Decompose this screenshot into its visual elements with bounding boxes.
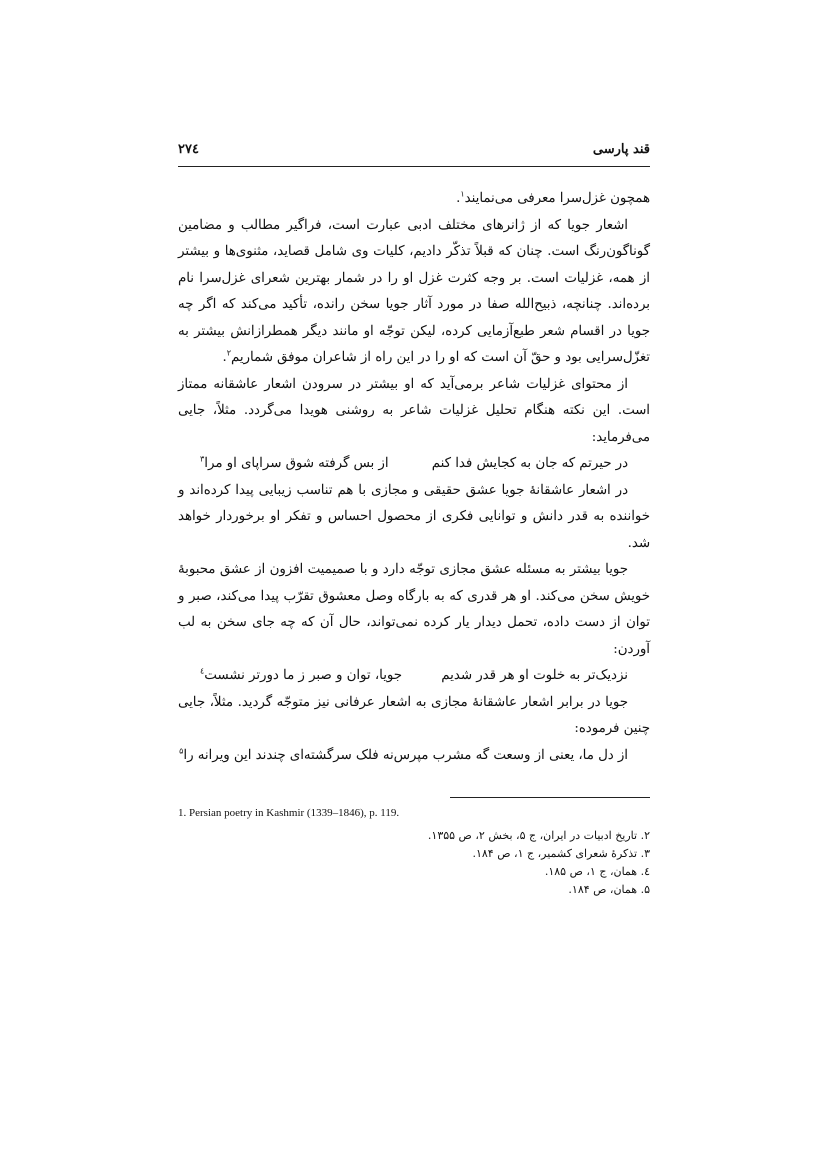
footnote-3: ۳. تذکرهٔ شعرای کشمیر، ج ۱، ص ۱۸۴. — [472, 847, 650, 860]
footnotes — [178, 827, 650, 899]
verse-3-hemistich-1: از دل ما، یعنی از وسعت گه مشرب مپرس — [393, 747, 628, 763]
paragraph-1: همچون غزل‌سرا معرفی می‌نمایند$^۱$. — [456, 189, 650, 206]
running-title: قند پارسی — [592, 142, 650, 157]
footnote-1: 1. Persian poetry in Kashmir (1339–1846), p. 119. — [178, 807, 400, 819]
verse-3 — [178, 743, 650, 770]
paragraph-5: جویا بیشتر به مسئله عشق مجازی توجّه دارد و با صمیمیت افزون از عشق محبوبهٔ خویش سخن می‌کند. او هر قدری که به بارگاه وصل معشوق تقرّب پیدا می‌کند، صبر و توان از دست داده، تحمل دیدار یار کرده نمی‌تواند، حال آن که چه جای سخن به لب آوردن: — [178, 562, 650, 657]
verse-3-hemistich-2: نه فلک سرگشته‌ای چندند این ویرانه را$^۵$ — [179, 746, 394, 763]
paragraph-2: اشعار جویا که از ژانرهای مختلف ادبی عبارت است، فراگیر مطالب و مضامین گوناگون‌رنگ است. چنان که قبلاً تذکّر دادیم، کلیات وی شامل قصاید، مثنوی‌ها و بیشتر از همه، غزلیات است. بر وجه کثرت غزل او را در شمار بهترین شعرای غزل‌سرا نام برده‌اند. چنانچه، ذبیح‌الله صفا در مورد آثار جویا سخن رانده، تأکید می‌کند که اگر چه جویا در اقسام شعر طبع‌آزمایی کرده، لیکن توجّه او مانند دیگر همطرازانش بیشتر به تغزّل‌سرایی بود و حقّ آن است که او را در این راه از شاعران موفق شماریم$^۲$. — [178, 217, 650, 365]
verse-2 — [178, 663, 650, 690]
footnote-ref-2[interactable]: ۲ — [226, 348, 231, 358]
footnote-5: ۵. همان، ص ۱۸۴. — [568, 883, 650, 896]
verse-1 — [178, 451, 650, 478]
verse-1-hemistich-1: در حیرتم که جان به کجایش فدا کنم — [431, 456, 628, 471]
footnote-4: ٤. همان، ج ۱، ص ۱۸۵. — [544, 865, 650, 878]
paragraph-6: جویا در برابر اشعار عاشقانهٔ مجازی به اشعار عرفانی نیز متوجّه گردید. مثلاً، جایی چنین فرموده: — [178, 694, 650, 736]
footnote-ref-1[interactable]: ۱ — [460, 189, 465, 199]
page-number: ۲۷٤ — [178, 142, 199, 157]
footnote-ref-3[interactable]: ۳ — [200, 454, 205, 464]
header-rule — [178, 166, 650, 167]
footnote-2: ۲. تاریخ ادبیات در ایران، ج ۵، بخش ۲، ص ۱۳۵۵. — [427, 829, 650, 842]
verse-2-hemistich-2: جویا، توان و صبر ز ما دورتر نشست$^٤$ — [200, 666, 402, 683]
verse-2-hemistich-1: نزدیک‌تر به خلوت او هر قدر شدیم — [441, 668, 628, 683]
verse-1-hemistich-2: از بس گرفته شوق سراپای او مرا$^۳$ — [200, 454, 389, 471]
footnote-ref-5[interactable]: ۵ — [179, 746, 184, 756]
paragraph-3: از محتوای غزلیات شاعر برمی‌آید که او بیشتر در سرودن اشعار عاشقانه ممتاز است. این نکته هنگام تحلیل غزلیات شاعر به روشنی هویدا می‌گردد. مثلاً، جایی می‌فرماید: — [178, 376, 650, 445]
footnote-ref-4[interactable]: ٤ — [200, 666, 205, 676]
footnote-rule — [450, 797, 650, 798]
paragraph-4: در اشعار عاشقانهٔ جویا عشق حقیقی و مجازی با هم تناسب زیبایی پیدا کرده‌اند و خواننده به قدر دانش و توانایی فکری از محصول احساس و تفکر او برخوردار خواهد شد. — [178, 482, 650, 551]
running-header — [178, 142, 650, 164]
main-text — [178, 186, 650, 769]
